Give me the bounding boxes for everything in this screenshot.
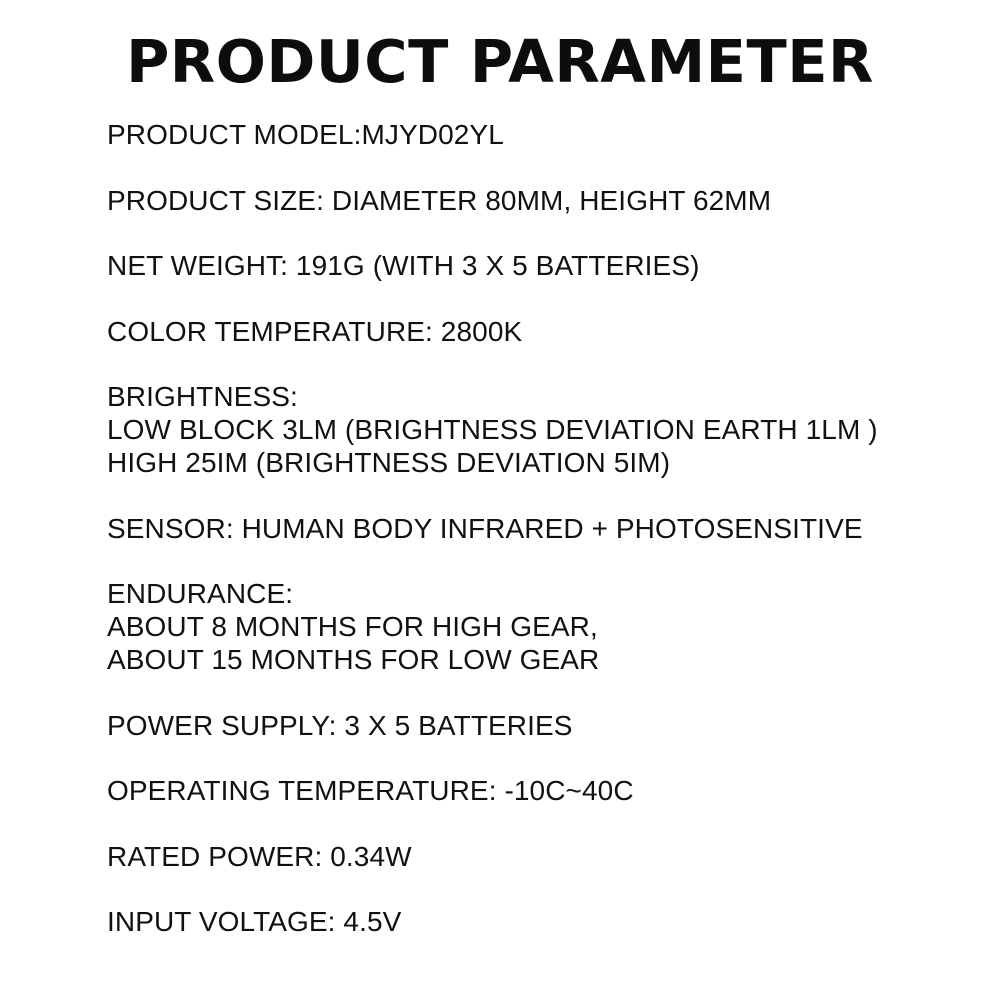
spec-item-sensor [107,512,987,545]
spec-item-weight [107,249,987,282]
spec-item-endurance [107,577,987,676]
spec-line: POWER SUPPLY: 3 X 5 BATTERIES [107,709,573,741]
spec-item-size [107,184,987,217]
spec-item-operating-temperature [107,774,987,807]
spec-line: OPERATING TEMPERATURE: -10C~40C [107,775,634,806]
spec-line: COLOR TEMPERATURE: 2800K [107,315,523,347]
spec-line: BRIGHTNESS: [107,381,298,412]
spec-item-model [107,118,987,151]
spec-item-input-voltage [107,905,987,938]
spec-item-rated-power [107,840,987,873]
spec-line: ENDURANCE: [107,578,294,609]
page-title: PRODUCT PARAMETER [126,27,874,96]
spec-line: INPUT VOLTAGE: 4.5V [107,906,402,937]
spec-line: HIGH 25IM (BRIGHTNESS DEVIATION 5IM) [107,447,671,478]
spec-line: PRODUCT MODEL:MJYD02YL [107,119,504,150]
spec-line: RATED POWER: 0.34W [107,840,412,872]
spec-item-power-supply [107,709,987,742]
spec-line: NET WEIGHT: 191G (WITH 3 X 5 BATTERIES) [107,250,700,281]
spec-list [107,118,987,971]
spec-item-brightness [107,380,987,479]
spec-item-color-temperature [107,315,987,348]
spec-line: LOW BLOCK 3LM (BRIGHTNESS DEVIATION EARTH 1LM ) [107,414,878,445]
spec-line: PRODUCT SIZE: DIAMETER 80MM, HEIGHT 62MM [107,184,772,216]
spec-line: ABOUT 15 MONTHS FOR LOW GEAR [107,644,600,675]
spec-line: ABOUT 8 MONTHS FOR HIGH GEAR, [107,611,598,642]
spec-line: SENSOR: HUMAN BODY INFRARED + PHOTOSENSITIVE [107,512,863,544]
